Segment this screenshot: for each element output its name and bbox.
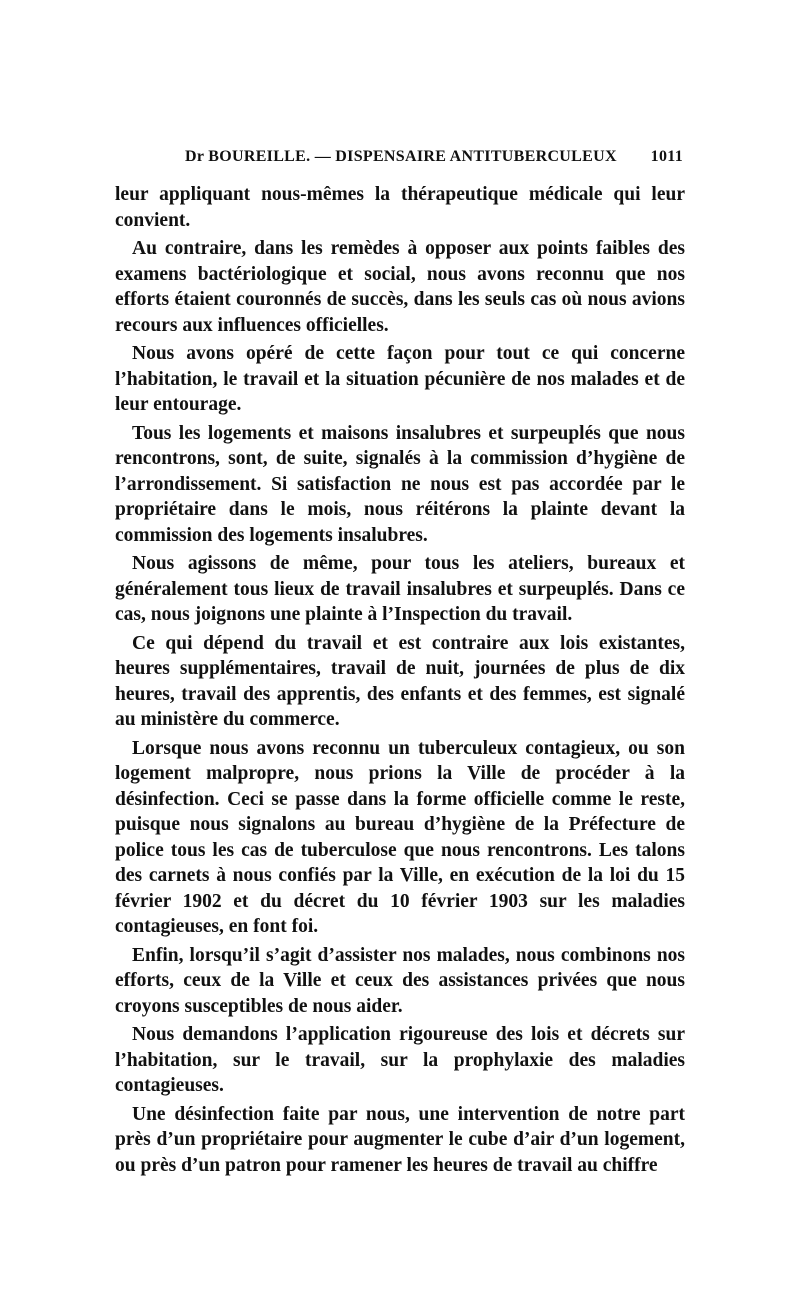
paragraph: Lorsque nous avons reconnu un tuberculeux contagieux, ou son logement malpropre, nous prions la Ville de procéder à la désinfection. Ceci se passe dans la forme officielle comme le reste, puisque nous signalons au bureau d’hygiène de la Préfecture de police tous les cas de tuberculose que nous rencontrons. Les talons des carnets à nous confiés par la Ville, en exécution de la loi du 15 février 1902 et du décret du 10 février 1903 sur les maladies contagieuses, en font foi. [115, 737, 685, 937]
paragraph: Au contraire, dans les remèdes à opposer aux points faibles des examens bactériologique et social, nous avons reconnu que nos efforts étaient couronnés de succès, dans les seuls cas où nous avions recours aux influences officielles. [115, 238, 685, 336]
paragraph: Tous les logements et maisons insalubres et surpeuplés que nous rencontrons, sont, de suite, signalés à la commission d’hygiène de l’arrondissement. Si satisfaction ne nous est pas accordée par le propriétaire dans le mois, nous réitérons la plainte devant la commission des logements insalubres. [115, 422, 685, 546]
paragraph: Nous demandons l’application rigoureuse des lois et décrets sur l’habitation, sur le travail, sur la prophylaxie des maladies contagieuses. [115, 1024, 685, 1096]
page-number: 1011 [650, 148, 683, 165]
paragraph: Enfin, lorsqu’il s’agit d’assister nos malades, nous combinons nos efforts, ceux de la Ville et ceux des assistances privées que nous croyons susceptibles de nous aider. [115, 944, 685, 1017]
paragraph: Nous agissons de même, pour tous les ateliers, bureaux et généralement tous lieux de travail insalubres et surpeuplés. Dans ce cas, nous joignons une plainte à l’Inspection du travail. [115, 553, 685, 625]
body-text [115, 182, 685, 1181]
paragraph: Une désinfection faite par nous, une intervention de notre part près d’un propriétaire pour augmenter le cube d’air d’un logement, ou près d’un patron pour ramener les heures de travail au chiffre [115, 1103, 685, 1176]
paragraph: leur appliquant nous-mêmes la thérapeutique médicale qui leur convient. [115, 184, 685, 231]
running-head [115, 148, 683, 172]
running-head-title: Dr BOUREILLE. — DISPENSAIRE ANTITUBERCULEUX [185, 148, 617, 165]
paragraph: Nous avons opéré de cette façon pour tout ce qui concerne l’habitation, le travail et la situation pécunière de nos malades et de leur entourage. [115, 343, 685, 415]
paragraph: Ce qui dépend du travail et est contraire aux lois existantes, heures supplémentaires, travail de nuit, journées de plus de dix heures, travail des apprentis, des enfants et des femmes, est signalé au ministère du commerce. [115, 632, 685, 730]
